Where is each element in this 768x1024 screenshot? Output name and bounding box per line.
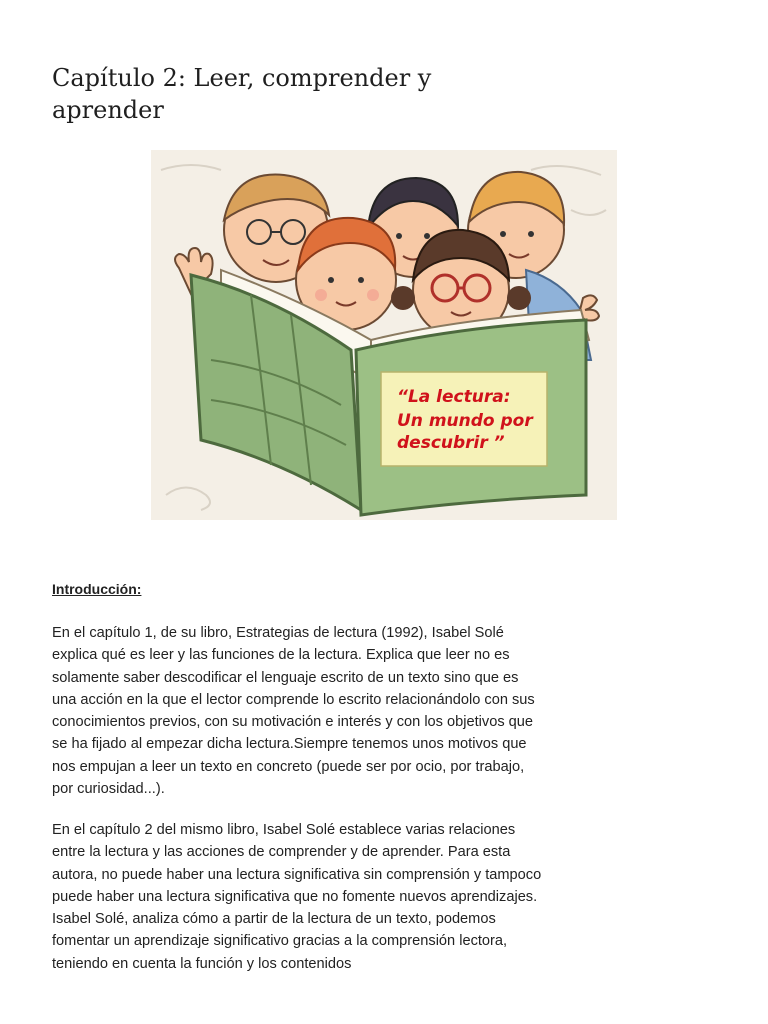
page-title: Capítulo 2: Leer, comprender y aprender <box>52 64 432 124</box>
book-caption-label <box>381 372 547 466</box>
paragraph-1: En el capítulo 1, de su libro, Estrategias de lectura (1992), Isabel Solé explica qué es leer y las funciones de la lectura. Explica que leer no es solamente saber descodificar el lenguaje escrito de un texto sino que es una acción en la que el lector comprende lo escrito relacionándolo con sus conocimientos previos, con su motivación e interés y con los objetivos que se ha fijado al empezar dicha lectura.Siempre tenemos unos motivos que nos empujan a leer un texto en concreto (puede ser por ocio, por trabajo, por curiosidad...). <box>52 625 535 798</box>
caption-line-3: descubrir ” <box>397 433 505 453</box>
paragraph-2: En el capítulo 2 del mismo libro, Isabel Solé establece varias relaciones entre la lectura y las acciones de comprender y de aprender. Para esta autora, no puede haber una lectura significativa sin comprensión y tampoco puede haber una lectura significativa que no fomente nuevos aprendizajes. Isabel Solé, analiza cómo a partir de la lectura de un texto, podemos fomentar un aprendizaje significativo gracias a la comprensión lectora, teniendo en cuenta la función y los contenidos <box>52 822 542 972</box>
caption-line-1: “La lectura: <box>397 387 511 407</box>
children-reading-illustration <box>151 150 617 520</box>
caption-line-2: Un mundo por <box>397 411 533 431</box>
introduction-heading: Introducción: <box>52 581 142 597</box>
